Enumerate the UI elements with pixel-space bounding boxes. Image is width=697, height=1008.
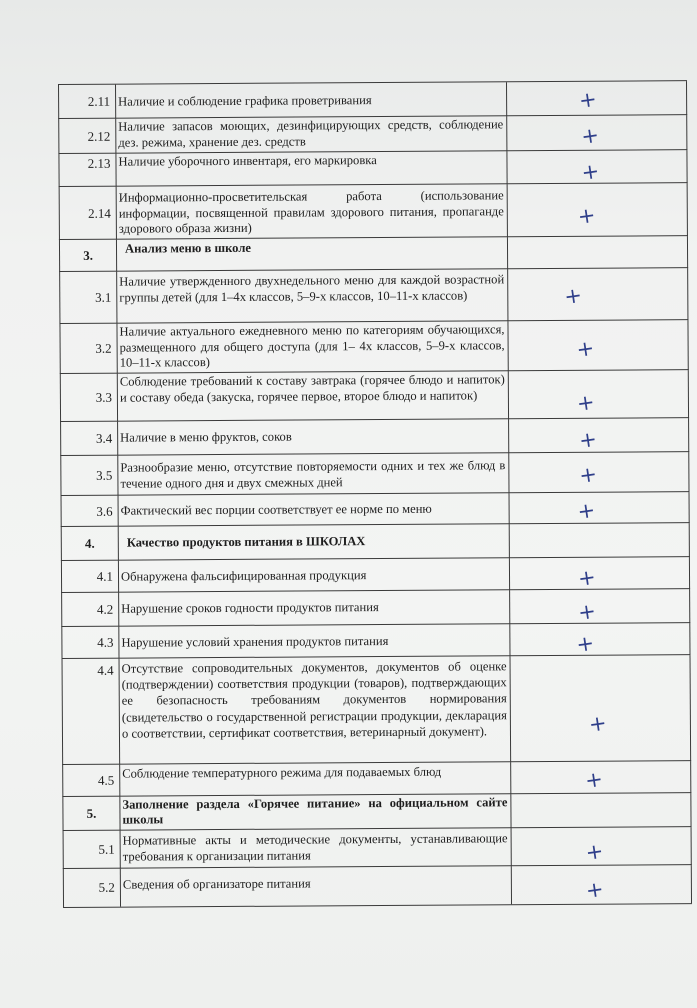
table-row [59,319,688,374]
handwritten-plus-mark: + [579,122,601,149]
row-number: 4.4 [62,659,121,765]
section-number: 5. [62,797,120,831]
mark-cell [506,81,687,116]
section-row [61,522,690,561]
row-text: Фактический вес порции соответствует ее норме по меню [120,501,432,518]
handwritten-plus-mark: + [576,564,598,591]
section-row [59,235,688,272]
section-title: Анализ меню в школе [124,240,252,256]
handwritten-plus-mark: + [574,335,596,362]
row-text: Наличие утвержденного двухнедельного меню для каждой возрастной группы детей (для 1–4х классов, 5–9-х классов, 10–11-х классов) [119,272,505,305]
section-number: 3. [59,240,117,272]
row-text: Наличие и соблюдение графика проветривания [118,93,372,109]
handwritten-plus-mark: + [575,389,597,416]
row-text: Нарушение условий хранения продуктов питания [121,633,389,650]
table-row [60,369,689,422]
section-title: Заполнение раздела «Горячее питание» на официальном сайте школы [122,795,508,827]
mark-cell [507,183,688,237]
mark-cell [509,623,690,656]
row-number: 4.2 [61,593,119,627]
section-title: Качество продуктов питания в ШКОЛАХ [126,534,366,550]
mark-cell [509,557,690,590]
handwritten-plus-mark: + [575,497,597,524]
table-row [58,80,687,119]
row-number: 4.1 [61,561,119,593]
row-text: Нормативные акты и методические документы, устанавливающие требования к организации питания [122,831,508,864]
handwritten-plus-mark: + [583,766,605,793]
table-row [58,149,687,187]
mark-cell [509,523,690,558]
checklist-table [58,80,692,910]
mark-cell [506,150,687,184]
row-text: Наличие актуального ежедневного меню по категориям обучающихся, размещенного для общего доступа (для 1– 4х классов, 5–9-х классов, 10–11-х классов) [119,322,505,370]
handwritten-plus-mark: + [576,598,598,625]
mark-cell [509,492,690,524]
row-number: 2.13 [58,154,116,187]
row-text: Обнаружена фальсифицированная продукция [120,568,367,584]
row-number: 3.2 [59,324,117,374]
mark-cell [506,115,687,151]
mark-cell [510,655,692,762]
table-row [58,114,687,154]
handwritten-plus-mark: + [587,710,609,737]
row-number: 5.1 [63,831,121,869]
table-row [61,556,690,593]
table-row [63,864,692,908]
handwritten-plus-mark: + [584,876,606,903]
handwritten-plus-mark: + [577,426,599,453]
row-number: 4.3 [61,627,119,659]
row-text: Разнообразие меню, отсутствие повторяемости одних и тех же блюд в течение одного дня и двух смежных дней [120,458,506,491]
table-row [61,588,690,627]
row-number: 3.3 [60,374,118,422]
row-text: Нарушение сроков годности продуктов питания [121,600,379,616]
row-number: 3.4 [60,422,118,456]
table-row [61,491,690,527]
mark-cell [510,793,691,828]
row-text: Наличие в меню фруктов, соков [120,429,292,445]
row-text: Информационно-просветительская работа (использование информации, посвященной правилам здорового питания, пропаганде здорового образа жизни) [118,188,504,236]
row-number: 2.11 [58,85,116,119]
row-text: Сведения об организаторе питания [122,876,311,892]
mark-cell [508,452,689,493]
row-text: Отсутствие сопроводительных документов, документов об оценке (подтверждении) соответствия продукции (товаров), подтверждающих ее безопасность требованиям документов нормирования (свидетельство о государственной регистрации продукции, декларация о соответствии, сертификат соответствия, ветеринарный документ). [121,659,507,741]
section-number: 4. [61,527,119,561]
row-text: Наличие уборочного инвентаря, его маркировка [118,153,377,169]
table-row [60,451,689,496]
row-text: Соблюдение требований к составу завтрака (горячее блюдо и напиток) и составу обеда (закуска, горячее первое, второе блюдо и напиток) [119,372,505,405]
handwritten-plus-mark: + [562,282,584,310]
table-row [59,182,688,240]
table-row [59,267,688,324]
handwritten-plus-mark: + [574,630,596,657]
mark-cell [510,761,691,794]
table-row [62,654,692,765]
row-number: 4.5 [62,765,120,797]
row-number: 3.5 [60,456,118,496]
table-row [63,826,692,869]
row-number: 2.14 [59,187,117,240]
row-number: 3.6 [61,496,119,527]
table-row [62,760,691,797]
table-row [61,622,690,659]
handwritten-plus-mark: + [576,202,598,229]
section-row [62,792,691,831]
handwritten-plus-mark: + [579,158,601,185]
mark-cell [507,320,688,371]
mark-cell [511,827,692,866]
table-row [60,417,689,456]
mark-cell [507,236,688,269]
mark-cell [511,865,692,904]
handwritten-plus-mark: + [577,461,599,488]
row-number: 3.1 [59,272,117,324]
row-text: Соблюдение температурного режима для подаваемых блюд [122,764,442,781]
handwritten-plus-mark: + [583,838,605,865]
mark-cell [508,418,689,453]
row-number: 2.12 [58,119,116,154]
mark-cell [509,589,690,624]
handwritten-plus-mark: + [577,86,599,113]
row-text: Наличие запасов моющих, дезинфицирующих средств, соблюдение дез. режима, хранение дез. средств [118,117,504,150]
mark-cell [507,268,688,321]
mark-cell [508,370,689,419]
row-number: 5.2 [63,869,121,907]
